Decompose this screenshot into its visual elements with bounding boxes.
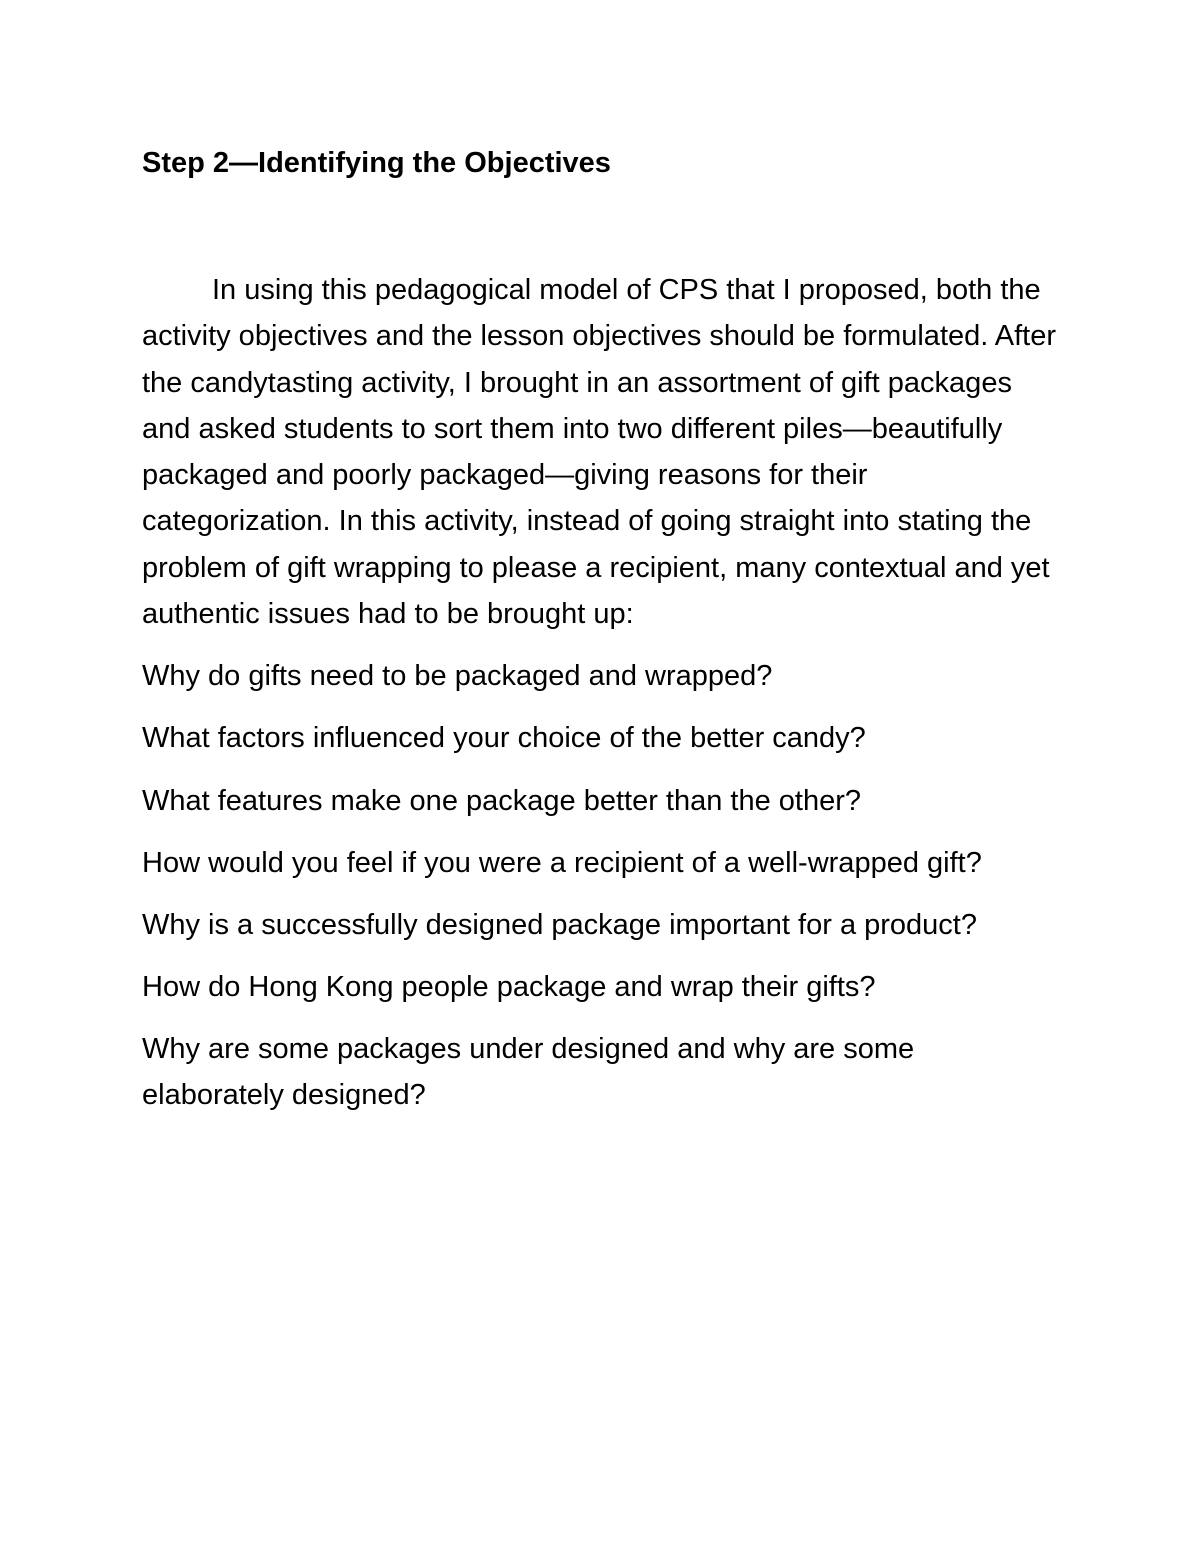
question-item: Why are some packages under designed and why are some elaborately designed? bbox=[142, 1032, 915, 1112]
question-item: Why is a successfully designed package important for a product? bbox=[142, 908, 977, 941]
question-item: What features make one package better than the other? bbox=[142, 784, 862, 817]
question-list bbox=[142, 653, 1062, 1118]
document-page bbox=[142, 140, 1062, 1134]
question-item: Why do gifts need to be packaged and wrapped? bbox=[142, 660, 773, 693]
section-heading: Step 2—Identifying the Objectives bbox=[142, 147, 611, 179]
question-item: How do Hong Kong people package and wrap their gifts? bbox=[142, 970, 876, 1003]
question-item: What factors influenced your choice of the better candy? bbox=[142, 722, 866, 755]
intro-paragraph: In using this pedagogical model of CPS that I proposed, both the activity objectives and the lesson objectives should be formulated. After the candytasting activity, I brought in an assortment of gift packages and asked students to sort them into two different piles—beautifully packaged and poorly packaged—giving reasons for their categorization. In this activity, instead of going straight into stating the problem of gift wrapping to please a recipient, many contextual and yet authentic issues had to be brought up: bbox=[142, 274, 1057, 631]
question-item: How would you feel if you were a recipient of a well-wrapped gift? bbox=[142, 846, 982, 879]
